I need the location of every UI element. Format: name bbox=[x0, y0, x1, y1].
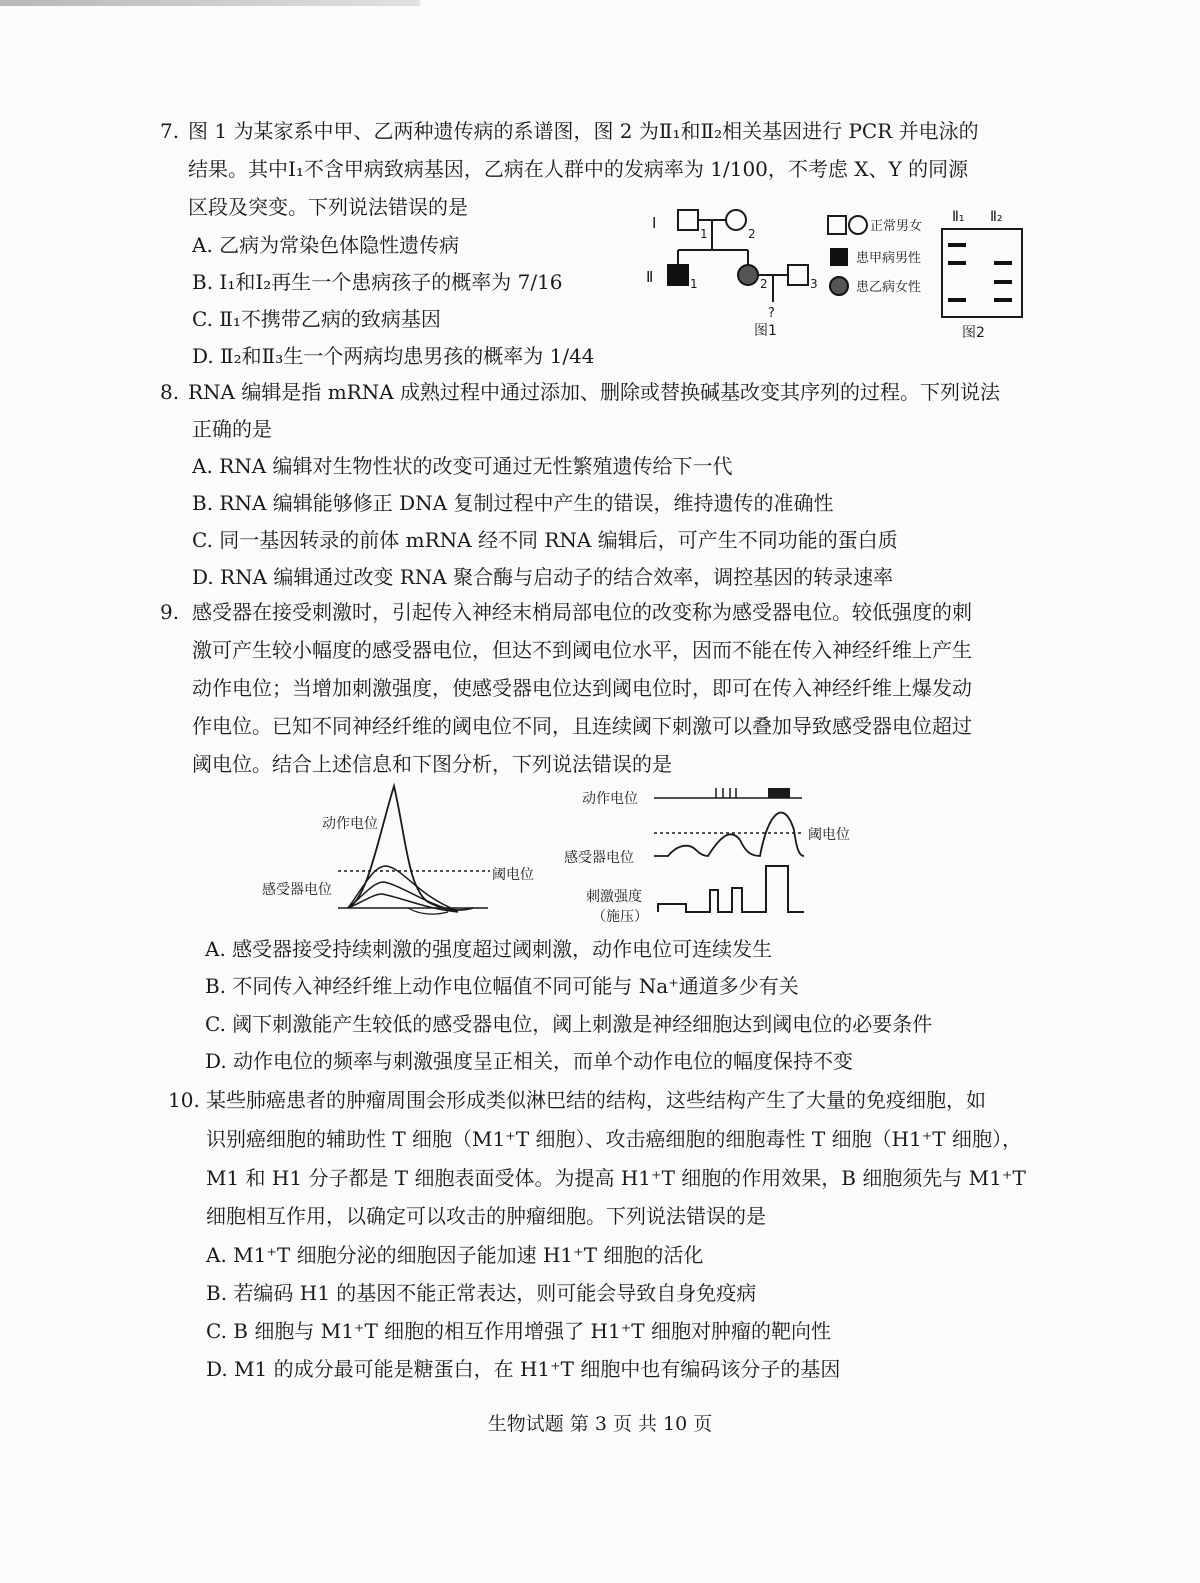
q7-option-d: D. Ⅱ₂和Ⅱ₃生一个两病均患男孩的概率为 1/44 bbox=[192, 344, 595, 368]
q9-stem-line-1: 感受器在接受刺激时，引起传入神经末梢局部电位的改变称为感受器电位。较低强度的刺 bbox=[192, 600, 972, 624]
svg-text:2: 2 bbox=[748, 227, 756, 241]
ii3-normal-male bbox=[788, 265, 808, 285]
q7-number: 7. bbox=[160, 119, 180, 143]
legend-b-female: 患乙病女性 bbox=[856, 280, 922, 295]
ii1-affected-male-a bbox=[668, 265, 688, 285]
band bbox=[994, 280, 1012, 284]
q7-stem-line-3: 区段及突变。下列说法错误的是 bbox=[188, 195, 468, 219]
q10-stem-line-4: 细胞相互作用，以确定可以攻击的肿瘤细胞。下列说法错误的是 bbox=[206, 1204, 766, 1228]
q8-option-a: A. RNA 编辑对生物性状的改变可通过无性繁殖遗传给下一代 bbox=[192, 454, 733, 478]
q8-stem-line-2: 正确的是 bbox=[192, 417, 272, 441]
q8-number: 8. bbox=[160, 380, 180, 404]
electrophoresis-figure bbox=[938, 203, 1038, 348]
page-footer: 生物试题 第 3 页 共 10 页 bbox=[487, 1413, 713, 1435]
q9-number: 9. bbox=[160, 600, 180, 624]
svg-text:1: 1 bbox=[690, 277, 698, 291]
q9-stem-line-2: 激可产生较小幅度的感受器电位，但达不到阈电位水平，因而不能在传入神经纤维上产生 bbox=[192, 638, 972, 662]
fig2-caption: 图2 bbox=[962, 325, 985, 341]
q9-option-a: A. 感受器接受持续刺激的强度超过阈刺激，动作电位可连续发生 bbox=[205, 937, 773, 961]
band bbox=[948, 298, 966, 302]
label-threshold: 阈电位 bbox=[492, 867, 534, 883]
q9-stem-line-5: 阈电位。结合上述信息和下图分析，下列说法错误的是 bbox=[192, 752, 672, 776]
svg-text:3: 3 bbox=[810, 277, 818, 291]
svg-text:?: ? bbox=[768, 306, 775, 321]
band bbox=[948, 243, 966, 247]
q7-option-b: B. Ⅰ₁和Ⅰ₂再生一个患病孩子的概率为 7/16 bbox=[192, 270, 563, 294]
q8-option-d: D. RNA 编辑通过改变 RNA 聚合酶与启动子的结合效率，调控基因的转录速率 bbox=[192, 565, 894, 589]
q7-option-a: A. 乙病为常染色体隐性遗传病 bbox=[192, 233, 460, 257]
q9-stem-line-4: 作电位。已知不同神经纤维的阈电位不同，且连续阈下刺激可以叠加导致感受器电位超过 bbox=[192, 714, 972, 738]
q7-option-c: C. Ⅱ₁不携带乙病的致病基因 bbox=[192, 307, 441, 331]
label-stimulus-pressure: （施压） bbox=[592, 909, 648, 925]
potential-curves-figure bbox=[258, 778, 548, 918]
label-receptor-potential-b: 感受器电位 bbox=[564, 850, 634, 866]
pedigree-figure bbox=[640, 200, 940, 350]
q9-option-b: B. 不同传入神经纤维上动作电位幅值不同可能与 Na⁺通道多少有关 bbox=[205, 974, 799, 998]
band bbox=[948, 261, 966, 265]
q10-option-d: D. M1 的成分最可能是糖蛋白，在 H1⁺T 细胞中也有编码该分子的基因 bbox=[206, 1357, 841, 1381]
q8-option-b: B. RNA 编辑能够修正 DNA 复制过程中产生的错误，维持遗传的准确性 bbox=[192, 491, 834, 515]
svg-text:1: 1 bbox=[700, 227, 708, 241]
q10-stem-line-2: 识别癌细胞的辅助性 T 细胞（M1⁺T 细胞）、攻击癌细胞的细胞毒性 T 细胞（H1⁺T 细胞）， bbox=[206, 1127, 1022, 1151]
q10-option-c: C. B 细胞与 M1⁺T 细胞的相互作用增强了 H1⁺T 细胞对肿瘤的靶向性 bbox=[206, 1319, 831, 1343]
gen-label-2: Ⅱ bbox=[646, 268, 654, 286]
i1-normal-male bbox=[678, 210, 698, 230]
burst-spikes bbox=[768, 788, 790, 798]
band bbox=[994, 298, 1012, 302]
q10-number: 10. bbox=[168, 1088, 200, 1112]
ii2-affected-female-b bbox=[738, 265, 758, 285]
label-receptor-potential: 感受器电位 bbox=[262, 882, 332, 898]
gen-label-1: Ⅰ bbox=[652, 214, 657, 232]
svg-text:Ⅱ₂: Ⅱ₂ bbox=[990, 209, 1003, 225]
label-threshold-b: 阈电位 bbox=[808, 827, 850, 843]
q7-stem-line-2: 结果。其中Ⅰ₁不含甲病致病基因，乙病在人群中的发病率为 1/100，不考虑 X、Y 的同源 bbox=[188, 157, 969, 181]
q10-option-a: A. M1⁺T 细胞分泌的细胞因子能加速 H1⁺T 细胞的活化 bbox=[206, 1243, 704, 1267]
q9-option-c: C. 阈下刺激能产生较低的感受器电位，阈上刺激是神经细胞达到阈电位的必要条件 bbox=[205, 1012, 933, 1036]
legend-normal: 正常男女 bbox=[870, 219, 923, 234]
svg-text:Ⅱ₁: Ⅱ₁ bbox=[952, 209, 965, 225]
q10-stem-line-3: M1 和 H1 分子都是 T 细胞表面受体。为提高 H1⁺T 细胞的作用效果，B 细胞须先与 M1⁺T bbox=[206, 1166, 1026, 1190]
legend-a-male: 患甲病男性 bbox=[856, 251, 922, 266]
band bbox=[994, 261, 1012, 265]
stimulus-response-figure bbox=[558, 782, 878, 932]
label-stimulus: 刺激强度 bbox=[586, 889, 642, 905]
svg-text:2: 2 bbox=[760, 277, 768, 291]
q10-option-b: B. 若编码 H1 的基因不能正常表达，则可能会导致自身免疫病 bbox=[206, 1281, 757, 1305]
q10-stem-line-1: 某些肺癌患者的肿瘤周围会形成类似淋巴结的结构，这些结构产生了大量的免疫细胞，如 bbox=[206, 1088, 986, 1112]
q9-option-d: D. 动作电位的频率与刺激强度呈正相关，而单个动作电位的幅度保持不变 bbox=[205, 1049, 854, 1073]
q8-stem-line-1: RNA 编辑是指 mRNA 成熟过程中通过添加、删除或替换碱基改变其序列的过程。下列说法 bbox=[188, 380, 1001, 404]
fig1-caption: 图1 bbox=[754, 323, 777, 339]
label-action-potential: 动作电位 bbox=[322, 816, 378, 832]
scan-edge bbox=[0, 0, 420, 6]
label-action-potential-b: 动作电位 bbox=[582, 791, 638, 807]
q7-stem-line-1: 图 1 为某家系中甲、乙两种遗传病的系谱图，图 2 为Ⅱ₁和Ⅱ₂相关基因进行 PCR 并电泳的 bbox=[188, 119, 979, 143]
q9-stem-line-3: 动作电位；当增加刺激强度，使感受器电位达到阈电位时，即可在传入神经纤维上爆发动 bbox=[192, 676, 972, 700]
q8-option-c: C. 同一基因转录的前体 mRNA 经不同 RNA 编辑后，可产生不同功能的蛋白质 bbox=[192, 528, 898, 552]
i2-normal-female bbox=[726, 210, 746, 230]
